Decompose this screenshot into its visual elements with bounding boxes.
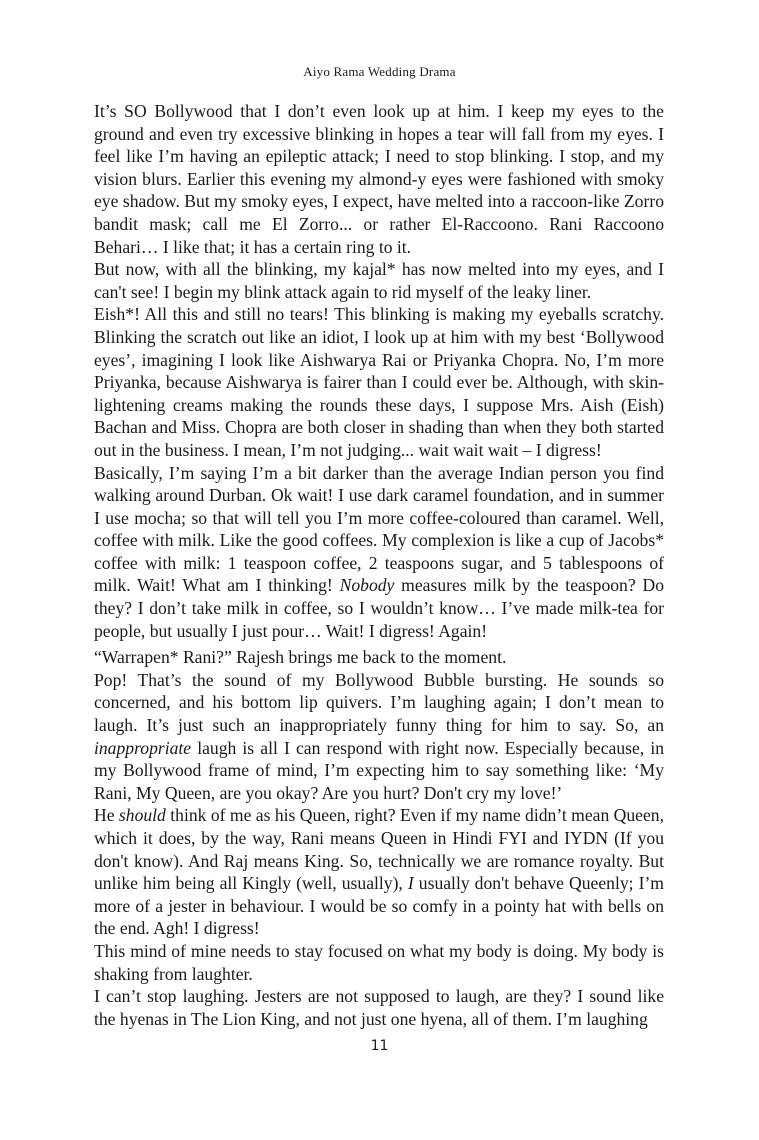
italic-text: I [407,873,414,894]
text-run: Eish*! All this and still no tears! This blinking is making my eyeballs scratchy. Blinking the scratch out like an idiot, I look up at him with my best ‘Bollywood eyes’, imagining I look like Aishwarya Rai or Priyanka Chopra. No, I’m more Priyanka, because Aishwarya is fairer than I could ever be. Although, with skin-lightening creams making the rounds these days, I suppose Mrs. Aish (Eish) Bachan and Miss. Chopra are both closer in shading than when they both started out in the business. I mean, I’m not judging... wait wait wait – I digress! [94,304,664,460]
paragraph [94,303,664,461]
text-run: think of me as his Queen, right? Even if my name didn’t mean Queen, which it does, by the way, Rani means Queen in Hindi FYI and IYDN (If you don't know). And Raj means King. So, technically we are romance royalty. But unlike him being all Kingly (well, usually), [94,805,664,894]
paragraph [94,669,664,805]
page-number: 11 [370,1038,389,1054]
text-run: usually don't behave Queenly; I’m more of a jester in behaviour. I would be so comfy in a pointy hat with bells on the end. Agh! I digress! [94,873,664,939]
paragraph [94,258,664,303]
paragraph [94,100,664,258]
text-run: measures milk by the teaspoon? Do they? I don’t take milk in coffee, so I wouldn’t know… I’ve made milk-tea for people, but usually I just pour… Wait! I digress! Again! [94,575,664,641]
paragraph [94,462,664,643]
text-run: Pop! That’s the sound of my Bollywood Bubble bursting. He sounds so concerned, and his bottom lip quivers. I’m laughing again; I don’t mean to laugh. It’s just such an inappropriately funny thing for him to say. So, an [94,669,664,736]
text-run: “Warrapen* Rani?” Rajesh brings me back to the moment. [94,647,507,668]
text-run: This mind of mine needs to stay focused on what my body is doing. My body is shaking from laughter. [94,940,664,984]
text-run: I can’t stop laughing. Jesters are not supposed to laugh, are they? I sound like the hyenas in The Lion King, and not just one hyena, all of them. I’m laughing [94,986,664,1029]
paragraph [94,646,664,669]
text-run: laugh is all I can respond with right now. Especially because, in my Bollywood frame of mind, I’m expecting him to say something like: ‘My Rani, My Queen, are you okay? Are you hurt? Don't cry my love!’ [94,737,664,803]
italic-text: inappropriate [94,737,192,758]
paragraph [94,940,664,985]
text-run: But now, with all the blinking, my kajal* has now melted into my eyes, and I can't see! I begin my blink attack again to rid myself of the leaky liner. [94,259,664,302]
italic-text: should [118,805,166,826]
italic-text: Nobody [339,575,395,596]
text-run: He [94,805,119,826]
body-text [94,100,664,1030]
text-run: It’s SO Bollywood that I don’t even look up at him. I keep my eyes to the ground and even try excessive blinking in hopes a tear will fall from my eyes. I feel like I’m having an epileptic attack; I need to stop blinking. I stop, and my vision blurs. Earlier this evening my almond-y eyes were fashioned with smoky eye shadow. But my smoky eyes, I expect, have melted into a raccoon-like Zorro bandit mask; call me El Zorro... or rather El-Raccoono. Rani Raccoono Behari… I like that; it has a certain ring to it. [94,101,664,257]
text-run: Basically, I’m saying I’m a bit darker than the average Indian person you find walking around Durban. Ok wait! I use dark caramel foundation, and in summer I use mocha; so that will tell you I’m more coffee-coloured than caramel. Well, coffee with milk. Like the good coffees. My complexion is like a cup of Jacobs* coffee with milk: 1 teaspoon coffee, 2 teaspoons sugar, and 5 tablespoons of milk. Wait! What am I thinking! [94,462,664,596]
paragraph [94,804,664,940]
paragraph [94,985,664,1030]
running-header: Aiyo Rama Wedding Drama [303,64,456,79]
